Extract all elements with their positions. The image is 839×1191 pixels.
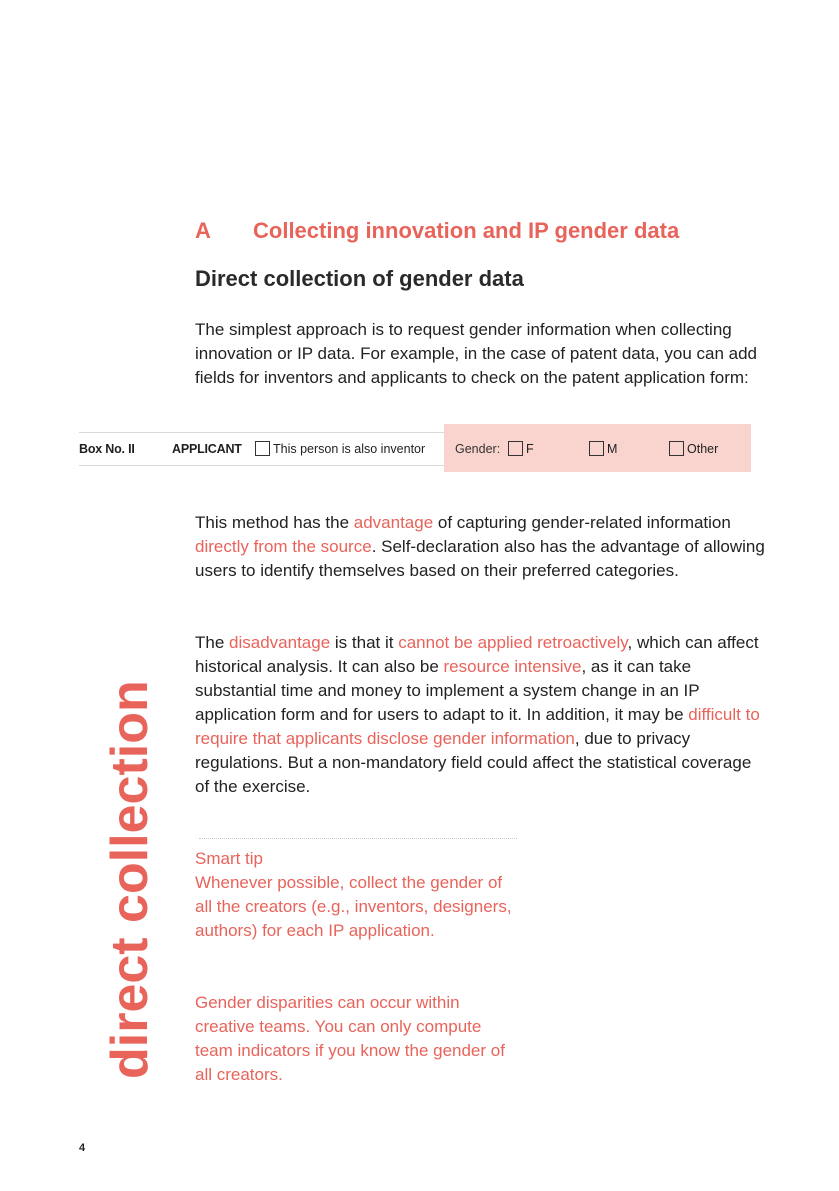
text-run: This method has the — [195, 513, 354, 532]
text-run: , due to privacy regulations. But a non-mandatory field could affect the statistical coverage of the exercise. — [195, 729, 752, 796]
inventor-checkbox[interactable] — [255, 441, 270, 456]
inventor-checkbox-label: This person is also inventor — [273, 442, 426, 456]
text-run: , as it can take substantial time and money to implement a system change in an IP application form and for users to adapt to it. In addition, it may be — [195, 657, 700, 724]
gender-option-other[interactable] — [669, 433, 718, 465]
gender-label: Gender: — [455, 442, 501, 456]
gender-option-m[interactable] — [589, 433, 617, 465]
intro-paragraph: The simplest approach is to request gender information when collecting innovation or IP data. For example, in the case of patent data, you can add fields for inventors and applicants to check on the patent application form: — [195, 320, 757, 387]
subheading: Direct collection of gender data — [195, 266, 524, 291]
gender-checkbox-m[interactable] — [589, 441, 604, 456]
vertical-side-label: direct collection — [101, 680, 159, 1079]
gender-option-other-label: Other — [687, 442, 719, 456]
smart-tip-divider — [199, 838, 517, 839]
highlight-directly-from-source: directly from the source — [195, 537, 372, 556]
text-run: The — [195, 633, 230, 652]
text-run: of capturing gender-related information — [433, 513, 731, 532]
page-number: 4 — [79, 1142, 86, 1154]
section-letter: A — [195, 218, 211, 243]
highlight-disadvantage: disadvantage — [229, 633, 331, 652]
gender-checkbox-other[interactable] — [669, 441, 684, 456]
text-run: is that it — [330, 633, 399, 652]
highlight-resource-intensive: resource intensive — [443, 657, 582, 676]
section-title: Collecting innovation and IP gender data — [253, 218, 680, 243]
section-heading — [195, 218, 679, 244]
gender-option-f-label: F — [526, 442, 534, 456]
highlight-advantage: advantage — [353, 513, 434, 532]
smart-tip-text-2: Gender disparities can occur within creative teams. You can only compute team indicators if you know the gender of all creators. — [195, 993, 505, 1084]
box-number-label: Box No. II — [79, 442, 135, 456]
patent-form-strip — [79, 432, 751, 466]
gender-option-m-label: M — [607, 442, 618, 456]
smart-tip-text-1: Whenever possible, collect the gender of all the creators (e.g., inventors, designers, authors) for each IP application. — [195, 873, 512, 940]
applicant-label: APPLICANT — [172, 442, 242, 456]
gender-option-f[interactable] — [508, 433, 534, 465]
text-run: . Self-declaration also has the advantage of allowing users to identify themselves based on their preferred categories. — [195, 537, 765, 580]
gender-checkbox-f[interactable] — [508, 441, 523, 456]
disadvantage-paragraph — [195, 631, 765, 799]
inventor-checkbox-group[interactable] — [255, 433, 425, 465]
highlight-difficult-to-require: difficult to require that applicants disclose gender information — [195, 705, 760, 748]
text-run: , which can affect historical analysis. It can also be — [195, 633, 759, 676]
highlight-cannot-be-applied-retroactively: cannot be applied retroactively — [398, 633, 628, 652]
advantage-paragraph — [195, 511, 765, 583]
smart-tip-title: Smart tip — [195, 849, 264, 868]
